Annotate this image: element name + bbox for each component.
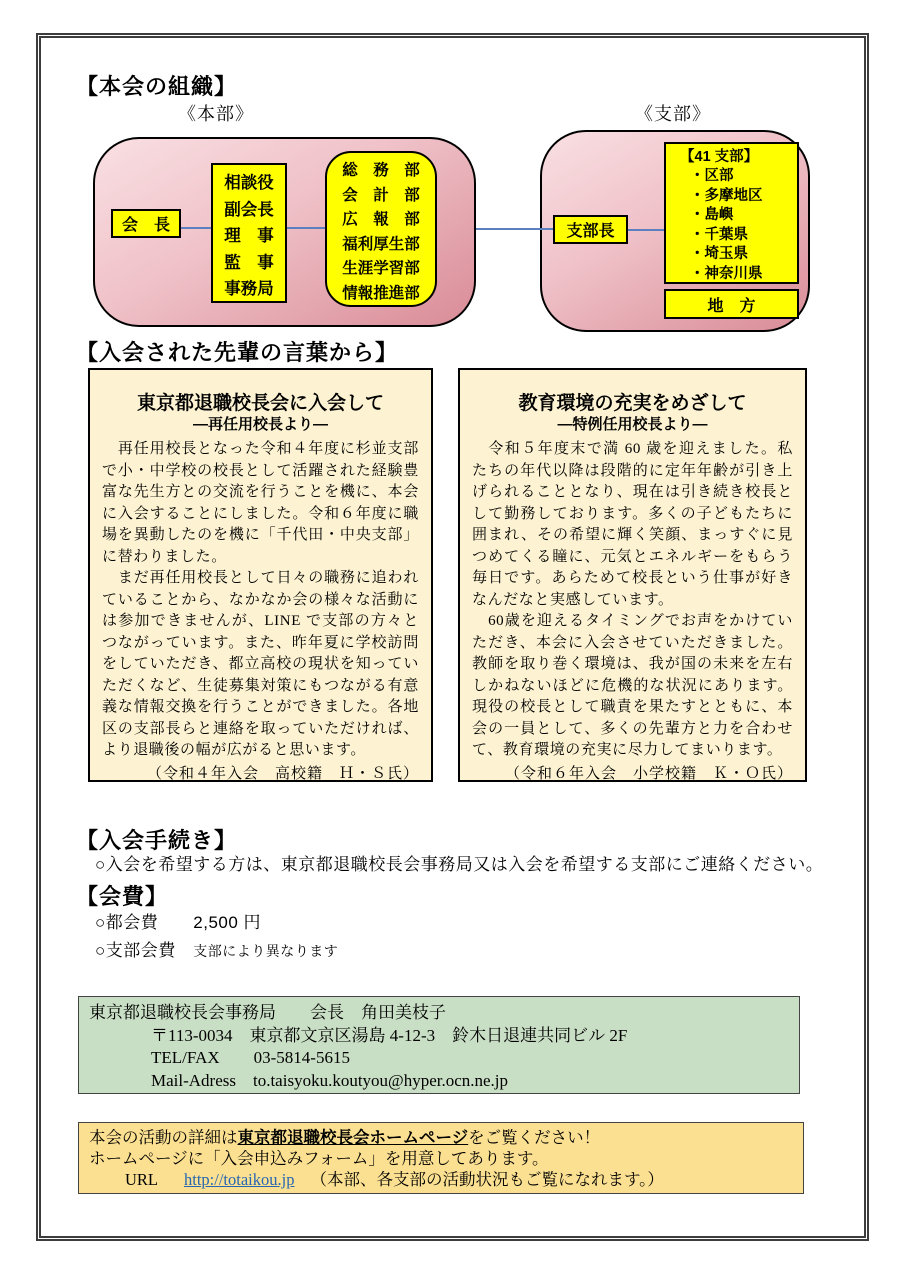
department-item: 広 報 部 [342, 211, 420, 228]
connector-honbu-shibu [476, 228, 554, 230]
testimonial-right-paragraph-1: 令和５年度末で満 60 歳を迎えました。私たちの年代以降は段階的に定年年齢が引き上げられることとなり、現在は引き続き校長として勤務しております。多くの子どもたちに囲まれ、その希望に輝く笑顔、まっすぐに見つめてくる瞳に、元気とエネルギーをもらう毎日です。あらためて校長という仕事が好きなんだなと実感しています。 [472, 441, 793, 608]
branch-item: ・埼玉県 [690, 246, 748, 262]
testimonial-left-paragraph-2: まだ再任用校長として日々の職務に追われていることから、なかなか会の様々な活動には参加できませんが、LINE で支部の方々とつながっています。また、昨年夏に学校訪問をしていただき、都立高校の現状を知っていただくなど、生徒募集対策にもつながる有意義な情報交換を行うことができました。各地区の支部長らと連絡を取っていただければ、より退職後の幅が広がると思います。 [102, 570, 419, 758]
officer-item: 監 事 [224, 253, 274, 272]
fees-heading: 【会費】 [76, 884, 169, 909]
contact-telfax-line: TEL/FAX 03-5814-5615 [151, 1048, 350, 1067]
contact-office-line: 東京都退職校長会事務局 会長 角田美枝子 [89, 1003, 446, 1022]
testimonials-heading: 【入会された先輩の言葉から】 [76, 340, 399, 365]
branches-title: 【41 支部】 [680, 149, 759, 165]
homepage-url-note: （本部、各支部の活動状況もご覧になれます。） [310, 1170, 664, 1189]
homepage-line-2: ホームページに「入会申込みフォーム」を用意してあります。 [89, 1149, 549, 1168]
testimonial-left-subtitle: ―再任用校長より― [192, 416, 328, 433]
homepage-box [78, 1122, 804, 1194]
fee-item-branch [95, 936, 338, 961]
contact-box [78, 996, 800, 1094]
testimonial-right-paragraph-2: 60歳を迎えるタイミングでお声をかけていただき、本会に入会させていただきました。教師を取り巻く環境は、我が国の未来を左右しかねないほどに危機的な状況にあります。現役の校長として職責を果たすとともに、本会の一員として、多くの先輩方と力を合わせて、教育環境の充実に尽力してまいります。 [472, 613, 793, 758]
honbu-label: 《本部》 [178, 104, 254, 124]
testimonial-right-box [458, 368, 807, 782]
branch-item: ・多摩地区 [690, 187, 763, 204]
org-section-heading: 【本会の組織】 [76, 74, 238, 99]
procedure-heading: 【入会手続き】 [76, 828, 238, 853]
testimonial-right-subtitle: ―特例任用校長より― [557, 416, 708, 433]
officer-item: 相談役 [224, 174, 274, 192]
testimonial-right-signature: （令和６年入会 小学校籍 Ｋ・Ｏ氏） [504, 765, 793, 782]
department-item: 情報推進部 [342, 284, 420, 302]
homepage-url-line [89, 1169, 793, 1190]
branches-box [664, 142, 799, 284]
shibu-label: 《支部》 [635, 104, 711, 124]
departments-box [325, 151, 437, 307]
branch-item: ・島嶼 [690, 207, 734, 223]
testimonial-left-title: 東京都退職校長会に入会して [136, 393, 384, 414]
fee-item-branch-label: ○支部会費 [95, 941, 194, 960]
fee-item-city: ○都会費 2,500 円 [95, 913, 262, 932]
department-item: 会 計 部 [342, 186, 420, 204]
officers-box [211, 163, 287, 303]
homepage-line1-suffix: をご覧ください！ [468, 1128, 601, 1147]
officer-item: 副会長 [224, 200, 274, 219]
branch-item: ・千葉県 [690, 226, 748, 243]
officer-item: 理 事 [224, 227, 274, 245]
contact-address-line: 〒113-0034 東京都文京区湯島 4-12-3 鈴木日退連共同ビル 2F [151, 1025, 628, 1045]
testimonial-left-paragraph-1: 再任用校長となった令和４年度に杉並支部で小・中学校の校長として活躍された経験豊富な先生方との交流を行うことを機に、本会に入会することにしました。令和６年度に職場を異動したのを機に「千代田・中央支部」に替わりました。 [102, 441, 419, 565]
officer-item: 事務局 [224, 280, 274, 298]
homepage-line-1 [89, 1127, 793, 1148]
regional-box: 地 方 [664, 289, 799, 319]
department-item: 福利厚生部 [342, 235, 420, 253]
president-box: 会 長 [111, 209, 181, 238]
homepage-line1-prefix: 本会の活動の詳細は [89, 1128, 238, 1147]
department-item: 総 務 部 [342, 162, 420, 179]
testimonial-left-box [88, 368, 433, 782]
department-item: 生涯学習部 [342, 260, 420, 277]
branches-list [666, 167, 797, 284]
procedure-body: ○入会を希望する方は、東京都退職校長会事務局又は入会を希望する支部にご連絡ください。 [95, 855, 824, 874]
testimonial-left-signature: （令和４年入会 高校籍 Ｈ・Ｓ氏） [146, 765, 419, 782]
connector-branchhead-branches [627, 229, 664, 231]
fee-item-branch-note: 支部により異なります [193, 943, 339, 959]
homepage-name-emphasis: 東京都退職校長会ホームページ [237, 1128, 469, 1147]
testimonial-right-title: 教育環境の充実をめざして [518, 393, 747, 414]
connector-officers-departments [286, 227, 326, 229]
url-label: URL [125, 1170, 158, 1189]
homepage-url-link[interactable]: http://totaikou.jp [184, 1170, 295, 1189]
branch-head-box: 支部長 [553, 215, 628, 244]
contact-mail-line: Mail-Adress to.taisyoku.koutyou@hyper.ocn.ne.jp [151, 1070, 509, 1090]
branch-item: ・区部 [690, 168, 734, 184]
connector-president-officers [181, 227, 213, 229]
branch-item: ・神奈川県 [690, 265, 763, 282]
